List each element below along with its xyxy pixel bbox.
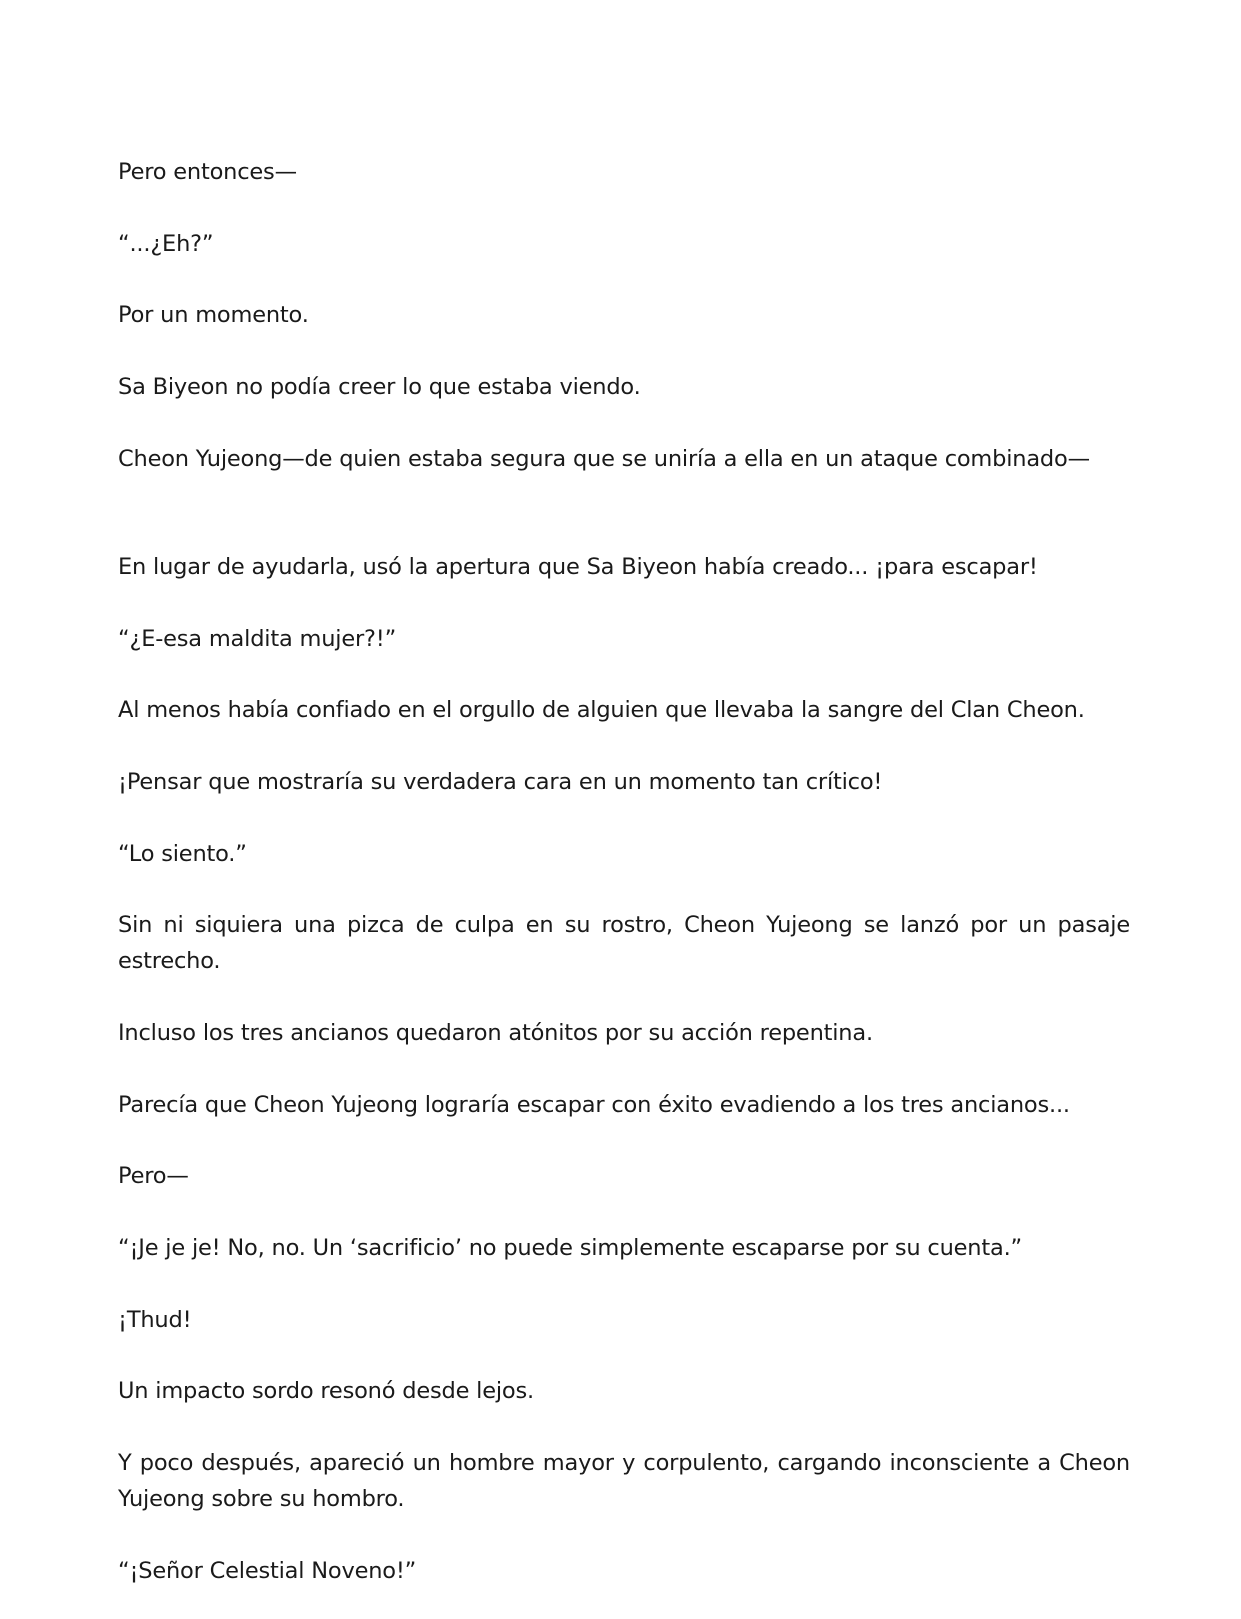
paragraph: Cheon Yujeong—de quien estaba segura que se uniría a ella en un ataque combinado— [118, 446, 1090, 472]
paragraph: En lugar de ayudarla, usó la apertura que Sa Biyeon había creado... ¡para escapar! [118, 554, 1038, 580]
paragraph: ¡Pensar que mostraría su verdadera cara en un momento tan crítico! [118, 769, 883, 795]
paragraph: Pero entonces— [118, 159, 297, 185]
paragraph: Por un momento. [118, 302, 309, 328]
paragraph: Al menos había confiado en el orgullo de alguien que llevaba la sangre del Clan Cheon. [118, 697, 1085, 723]
paragraph: “¿E-esa maldita mujer?!” [118, 626, 397, 652]
paragraph: Pero— [118, 1163, 189, 1189]
paragraph: “...¿Eh?” [118, 231, 214, 257]
paragraph: Sa Biyeon no podía creer lo que estaba viendo. [118, 374, 641, 400]
paragraph: Sin ni siquiera una pizca de culpa en su rostro, Cheon Yujeong se lanzó por un pasaje estrecho. [118, 912, 1130, 974]
paragraph: ¡Thud! [118, 1307, 192, 1333]
paragraph: “¡Je je je! No, no. Un ‘sacrificio’ no puede simplemente escaparse por su cuenta.” [118, 1235, 1022, 1261]
paragraph: “¡Señor Celestial Noveno!” [118, 1558, 417, 1584]
paragraph: Incluso los tres ancianos quedaron atónitos por su acción repentina. [118, 1020, 873, 1046]
paragraph: Un impacto sordo resonó desde lejos. [118, 1378, 534, 1404]
paragraph: “Lo siento.” [118, 841, 247, 867]
paragraph: Y poco después, apareció un hombre mayor y corpulento, cargando inconsciente a Cheon Yujeong sobre su hombro. [118, 1450, 1130, 1512]
paragraph: Parecía que Cheon Yujeong lograría escapar con éxito evadiendo a los tres ancianos... [118, 1092, 1070, 1118]
